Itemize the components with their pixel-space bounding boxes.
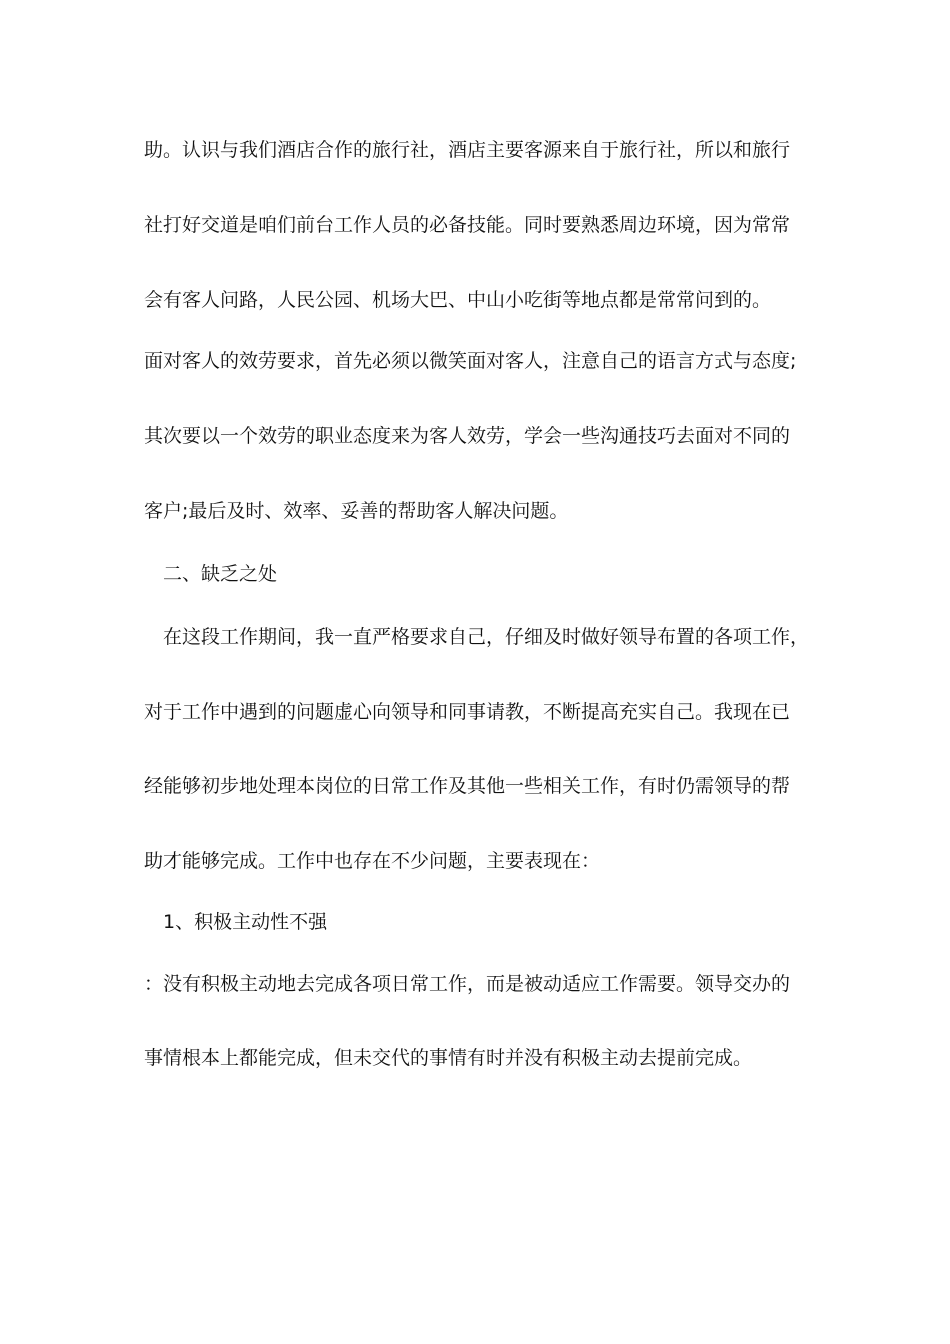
list-item-heading: 1、积极主动性不强: [163, 911, 328, 933]
paragraph-line-10: 助才能够完成。工作中也存在不少问题，主要表现在：: [144, 850, 601, 872]
paragraph-line-7: 在这段工作期间，我一直严格要求自己，仔细及时做好领导布置的各项工作，: [163, 626, 810, 648]
paragraph-line-9: 经能够初步地处理本岗位的日常工作及其他一些相关工作，有时仍需领导的帮: [144, 775, 791, 797]
section-heading: 二、缺乏之处: [163, 563, 278, 585]
paragraph-line-8: 对于工作中遇到的问题虚心向领导和同事请教，不断提高充实自己。我现在已: [144, 701, 791, 723]
paragraph-line-5: 其次要以一个效劳的职业态度来为客人效劳，学会一些沟通技巧去面对不同的: [144, 425, 791, 447]
paragraph-line-2: 社打好交道是咱们前台工作人员的必备技能。同时要熟悉周边环境，因为常常: [144, 214, 791, 236]
paragraph-line-11: ：没有积极主动地去完成各项日常工作，而是被动适应工作需要。领导交办的: [144, 973, 791, 995]
paragraph-line-3: 会有客人问路，人民公园、机场大巴、中山小吃街等地点都是常常问到的。: [144, 289, 772, 311]
paragraph-line-12: 事情根本上都能完成，但未交代的事情有时并没有积极主动去提前完成。: [144, 1047, 753, 1069]
paragraph-line-1: 助。认识与我们酒店合作的旅行社，酒店主要客源来自于旅行社，所以和旅行: [144, 139, 791, 161]
paragraph-line-6: 客户;最后及时、效率、妥善的帮助客人解决问题。: [144, 500, 569, 522]
paragraph-line-4: 面对客人的效劳要求，首先必须以微笑面对客人，注意自己的语言方式与态度;: [144, 350, 797, 372]
